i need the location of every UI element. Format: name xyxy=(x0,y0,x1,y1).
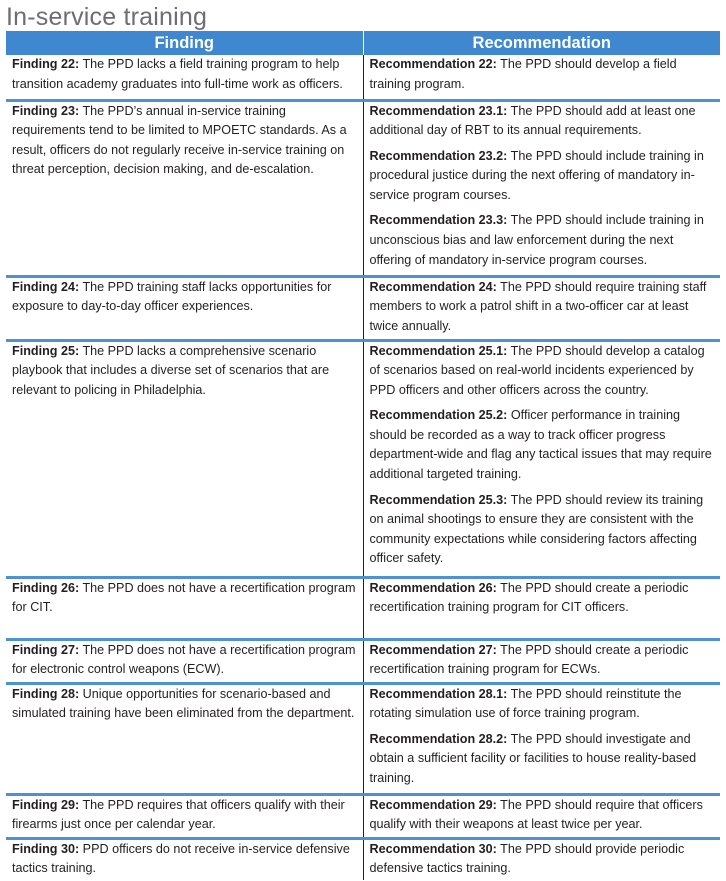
finding-cell xyxy=(6,55,363,100)
finding-label: Finding 30: xyxy=(12,841,80,856)
finding-text: The PPD does not have a recertification program for CIT. xyxy=(12,580,356,615)
finding-text: The PPD requires that officers qualify with their firearms just once per calendar year. xyxy=(12,797,345,832)
table-row xyxy=(6,683,720,794)
recommendation-text: The PPD should include training in unconscious bias and law enforcement during the next offering of mandatory in-service program courses. xyxy=(369,213,704,267)
recommendation-text: The PPD should investigate and obtain a sufficient facility or facilities to house reality-based training. xyxy=(369,731,697,785)
recommendation-label: Recommendation 28.2: xyxy=(369,731,508,746)
recommendation-label: Recommendation 25.1: xyxy=(369,343,508,358)
finding-label: Finding 23: xyxy=(12,103,80,118)
recommendation-text: The PPD should provide periodic defensive tactics training. xyxy=(369,841,685,876)
finding-label: Finding 29: xyxy=(12,797,80,812)
recommendation-label: Recommendation 27: xyxy=(369,642,497,657)
finding-label: Finding 24: xyxy=(12,279,80,294)
table-header-row xyxy=(6,31,720,55)
table-row xyxy=(6,577,720,639)
recommendation-label: Recommendation 23.1: xyxy=(369,103,508,118)
recommendation-cell xyxy=(363,639,720,683)
finding-label: Finding 22: xyxy=(12,57,80,71)
recommendation-column-header: Recommendation xyxy=(363,31,720,55)
finding-text: The PPD does not have a recertification program for electronic control weapons (ECW). xyxy=(12,642,356,677)
recommendation-label: Recommendation 23.2: xyxy=(369,148,508,163)
findings-table xyxy=(6,31,720,880)
finding-cell xyxy=(6,340,363,577)
recommendation-label: Recommendation 29: xyxy=(369,797,497,812)
recommendation-cell xyxy=(363,55,720,100)
recommendation-cell xyxy=(363,683,720,794)
recommendation-label: Recommendation 28.1: xyxy=(369,686,508,701)
finding-cell xyxy=(6,794,363,838)
recommendation-cell xyxy=(363,340,720,577)
finding-label: Finding 26: xyxy=(12,580,80,595)
finding-column-header: Finding xyxy=(6,31,363,55)
finding-text: The PPD lacks a comprehensive scenario playbook that includes a diverse set of scenarios that are relevant to policing in Philadelphia. xyxy=(12,343,330,397)
recommendation-text: The PPD should require training staff members to work a patrol shift in a two-officer car at least twice annually. xyxy=(369,279,707,333)
recommendation-text: The PPD should create a periodic recertification training program for ECWs. xyxy=(369,642,689,677)
recommendation-label: Recommendation 25.2: xyxy=(369,408,508,423)
finding-text: The PPD lacks a field training program to help transition academy graduates into full-time work as officers. xyxy=(12,57,343,91)
finding-text: Unique opportunities for scenario-based and simulated training have been eliminated from the department. xyxy=(12,686,355,721)
recommendation-text: The PPD should develop a catalog of scenarios based on real-world incidents experienced by PPD officers and other officers across the country. xyxy=(369,343,705,397)
table-row xyxy=(6,55,720,100)
finding-cell xyxy=(6,639,363,683)
recommendation-cell xyxy=(363,577,720,639)
recommendation-text: Officer performance in training should be recorded as a way to track officer progress department-wide and flag any tactical issues that may require additional targeted training. xyxy=(369,408,712,482)
recommendation-label: Recommendation 24: xyxy=(369,279,497,294)
finding-label: Finding 28: xyxy=(12,686,80,701)
recommendation-cell xyxy=(363,276,720,340)
recommendation-cell xyxy=(363,100,720,276)
finding-text: The PPD training staff lacks opportunities for exposure to day-to-day officer experiences. xyxy=(12,279,332,314)
recommendation-text: The PPD should include training in procedural justice during the next offering of mandatory in-service program courses. xyxy=(369,148,704,202)
recommendation-label: Recommendation 23.3: xyxy=(369,213,508,228)
recommendation-text: The PPD should create a periodic recertification training program for CIT officers. xyxy=(369,580,689,615)
recommendation-label: Recommendation 30: xyxy=(369,841,497,856)
recommendation-text: The PPD should develop a field training program. xyxy=(369,57,677,91)
finding-label: Finding 27: xyxy=(12,642,80,657)
finding-text: PPD officers do not receive in-service defensive tactics training. xyxy=(12,841,350,876)
table-row xyxy=(6,639,720,683)
recommendation-text: The PPD should reinstitute the rotating simulation use of force training program. xyxy=(369,686,682,721)
table-row xyxy=(6,794,720,838)
recommendation-label: Recommendation 26: xyxy=(369,580,497,595)
table-row xyxy=(6,100,720,276)
finding-cell xyxy=(6,683,363,794)
recommendation-label: Recommendation 25.3: xyxy=(369,492,508,507)
recommendation-text: The PPD should review its training on animal shootings to ensure they are consistent with the community expectations while considering factors affecting officer safety. xyxy=(369,492,704,566)
finding-cell xyxy=(6,276,363,340)
table-row xyxy=(6,276,720,340)
finding-cell xyxy=(6,577,363,639)
table-row xyxy=(6,340,720,577)
recommendation-text: The PPD should add at least one additional day of RBT to its annual requirements. xyxy=(369,103,696,138)
recommendation-cell xyxy=(363,838,720,880)
recommendation-cell xyxy=(363,794,720,838)
finding-cell xyxy=(6,838,363,880)
table-row xyxy=(6,838,720,880)
finding-cell xyxy=(6,100,363,276)
finding-text: The PPD’s annual in-service training requirements tend to be limited to MPOETC standards. As a result, officers do not regularly receive in-service training on threat perception, decision making, and de-escalation. xyxy=(12,103,347,177)
recommendation-label: Recommendation 22: xyxy=(369,57,497,71)
section-title: In-service training xyxy=(6,3,208,31)
recommendation-text: The PPD should require that officers qualify with their weapons at least twice per year. xyxy=(369,797,703,832)
finding-label: Finding 25: xyxy=(12,343,80,358)
